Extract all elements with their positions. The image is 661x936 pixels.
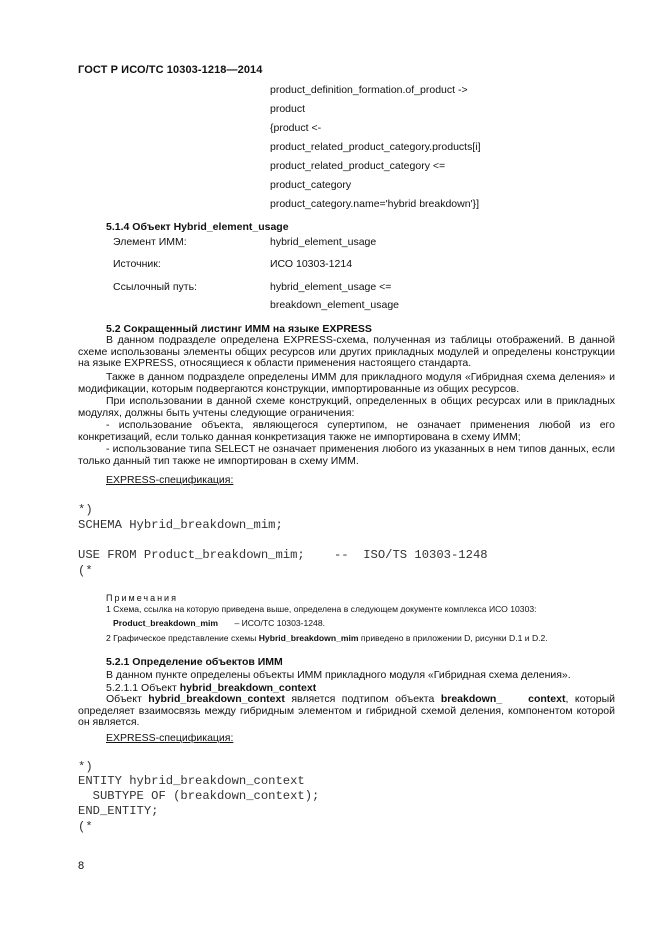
page-header: ГОСТ Р ИСО/ТС 10303-1218—2014 bbox=[78, 64, 263, 76]
mapping-line: product bbox=[270, 103, 306, 115]
code-line: *) bbox=[78, 503, 93, 517]
code-line: USE FROM Product_breakdown_mim; -- ISO/TS 10303-1248 bbox=[78, 548, 488, 562]
mapping-line: product_category bbox=[270, 179, 352, 191]
note-1: 1 Схема, ссылка на которую приведена выше, определена в следующем документе комплекса ИСО 10303: bbox=[106, 604, 537, 614]
entity-name: hybrid_breakdown_context bbox=[148, 693, 285, 705]
note-2-schema: Hybrid_breakdown_mim bbox=[258, 633, 359, 643]
entity-name: breakdown_ context bbox=[440, 693, 566, 705]
note-2 bbox=[106, 633, 548, 643]
section-heading-5-2-1: 5.2.1 Определение объектов ИММ bbox=[106, 656, 283, 668]
mapping-line: product_definition_formation.of_product -> bbox=[270, 84, 468, 96]
note-1-cont bbox=[113, 618, 325, 628]
para-text: , который определяет взаимосвязь между гибридным элементом и гибридной схемой деления, компонентом которой он является. bbox=[78, 693, 615, 729]
paragraph: В данном подразделе определена EXPRESS-схема, полученная из таблицы отображений. В данной схеме использованы элементы общих ресурсов или других прикладных модулей и определены конструкции на языке EXPRESS, относящиеся к области применения настоящего стандарта. bbox=[78, 334, 615, 370]
subsection-entity: hybrid_breakdown_context bbox=[179, 682, 317, 694]
paragraph: Также в данном подразделе определены ИММ для прикладного модуля «Гибридная схема деления» и модификации, которым подвергаются конструкции, импортированные из общих ресурсов. bbox=[78, 371, 615, 395]
para-text: является подтипом объекта bbox=[284, 693, 441, 705]
note-1-schema: Product_breakdown_mim bbox=[113, 618, 219, 628]
row-label: Источник: bbox=[113, 258, 161, 270]
row-value-continued: breakdown_element_usage bbox=[270, 299, 400, 311]
mapping-line: product_related_product_category <= bbox=[270, 160, 446, 172]
row-value: hybrid_element_usage <= bbox=[270, 281, 392, 293]
code-line: (* bbox=[78, 820, 93, 834]
paragraph: В данном пункте определены объекты ИММ прикладного модуля «Гибридная схема деления». bbox=[106, 669, 571, 681]
note-2-text-end: приведено в приложении D, рисунки D.1 и D.2. bbox=[358, 633, 548, 643]
code-line: *) bbox=[78, 760, 93, 774]
code-line: (* bbox=[78, 564, 93, 578]
section-heading-5-2: 5.2 Сокращенный листинг ИММ на языке EXPRESS bbox=[106, 323, 372, 335]
subsection-number: 5.2.1.1 Объект bbox=[106, 682, 180, 694]
section-heading-5-1-4: 5.1.4 Объект Hybrid_element_usage bbox=[106, 221, 289, 233]
mapping-line: {product <- bbox=[270, 122, 322, 134]
mapping-line: product_related_product_category.products[i] bbox=[270, 141, 481, 153]
code-line: SCHEMA Hybrid_breakdown_mim; bbox=[78, 518, 283, 532]
code-line: ENTITY hybrid_breakdown_context bbox=[78, 774, 305, 788]
row-label: Элемент ИММ: bbox=[113, 236, 187, 248]
note-1-ref: – ИСО/ТС 10303-1248. bbox=[234, 618, 325, 628]
note-2-text: 2 Графическое представление схемы bbox=[106, 633, 259, 643]
code-line: SUBTYPE OF (breakdown_context); bbox=[78, 789, 320, 803]
bullet-item: - использование типа SELECT не означает применения любого из указанных в нем типов данных, если только данный тип также не импортирован в схему ИММ. bbox=[78, 443, 615, 467]
paragraph: При использовании в данной схеме конструкций, определенных в общих ресурсах или в прикладных модулях, должны быть учтены следующие ограничения: bbox=[78, 395, 615, 419]
mapping-line: product_category.name='hybrid breakdown'}] bbox=[270, 198, 479, 210]
row-value: hybrid_element_usage bbox=[270, 236, 377, 248]
express-spec-label: EXPRESS-спецификация: bbox=[106, 474, 234, 486]
para-text: Объект bbox=[106, 693, 149, 705]
row-value: ИСО 10303-1214 bbox=[270, 258, 353, 270]
bullet-item: - использование объекта, являющегося супертипом, не означает применения любой из его конкретизаций, если только данная конкретизация также не импортирована в схему ИММ; bbox=[78, 419, 615, 443]
paragraph bbox=[78, 694, 615, 729]
page-number: 8 bbox=[78, 860, 85, 872]
row-label: Ссылочный путь: bbox=[113, 281, 197, 293]
code-line: END_ENTITY; bbox=[78, 804, 159, 818]
express-spec-label: EXPRESS-спецификация: bbox=[106, 732, 234, 744]
notes-heading: Примечания bbox=[106, 593, 178, 603]
